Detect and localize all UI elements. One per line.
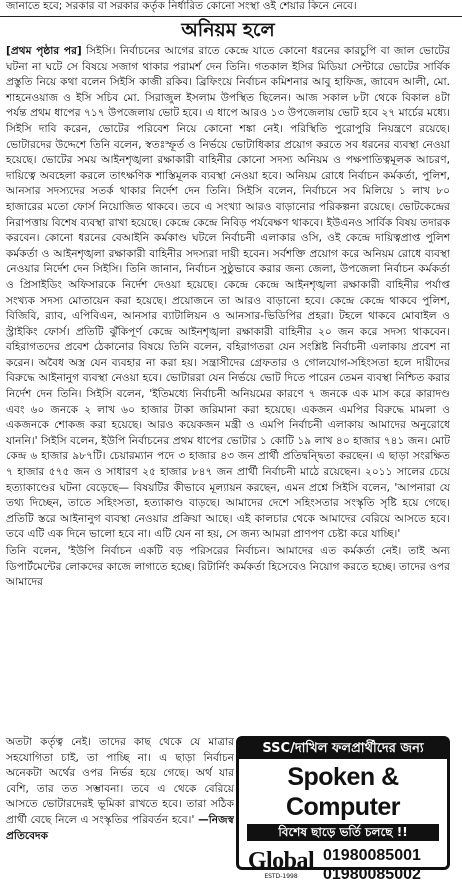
ad-logo-estd: ESTD-1998 [264, 873, 298, 880]
ad-phone-number[interactable]: 01980085001 [323, 847, 421, 864]
article-paragraph [6, 44, 450, 543]
ad-phone-number[interactable]: 01980085002 [323, 866, 421, 883]
article-body-continued [6, 735, 234, 869]
ad-contact-row [239, 846, 447, 884]
previous-article-tail: জানাতে হবে; সরকার বা সরকার কর্তৃক নির্ধারিত কোনো সংস্থা ওই শেয়ার কিনে নেবে। [0, 0, 462, 17]
advertisement[interactable] [236, 736, 450, 883]
article-paragraph [6, 735, 234, 844]
ad-top-banner: SSC/দাখিল ফলপ্রার্থীদের জন্য [239, 739, 447, 759]
article-headline: অনিয়ম হলে [181, 19, 275, 41]
byline: —নিজস্ব প্রতিবেদক [6, 813, 234, 842]
article-body [6, 44, 450, 734]
ad-brand: Spoken & Computer [285, 763, 401, 821]
paragraph-text: অতটা কর্তৃত্ব নেই। তাদের কাছ থেকে যে মাত্রার সহযোগিতা চাই, তা পাচ্ছি না। এ ছাড়া নির্বাচন অনেকটা অর্থের ওপর নির্ভর হয়ে গেছে। অর্থ যার বেশি, তার তত সম্ভাবনা। তবে এ থেকে বেরিয়ে আসতে ভোটারদেরই ভূমিকা রাখতে হবে। তারা সঠিক প্রার্থী বেছে নিলে এ সংস্কৃতির পরিবর্তন হবে।' [6, 736, 234, 826]
paragraph-text: সিইসি। নির্বাচনের আগের রাতে কেন্দ্রে যাতে কোনো ধরনের কারচুপি বা জাল ভোটের ঘটনা না ঘটে সে বিষয়ে সজাগ থাকার পরামর্শ দেন তিনি। গতকাল ইসির মিডিয়া সেন্টারে ভোটের সার্বিক প্রস্তুতি নিয়ে কথা বলেন সিইসি কাজী রকিব। ব্রিফিংয়ে নির্বাচন কমিশনার আবু হাফিজ, জাবেদ আলী, মো. শাহনেওয়াজ ও ইসি সচিব মো. সিরাজুল ইসলাম উপস্থিত ছিলেন। আজ সকাল ৮টা থেকে বিকাল ৪টা পর্যন্ত প্রথম ধাপের ৭১৭ উপজেলায় ভোট হবে। এ ধাপে আরও ১৩ উপজেলায় ভোট হবে ২৭ মার্চের মধ্যে। সিইসি দাবি করেন, ভোটের পরিবেশ নিয়ে কোনো শঙ্কা নেই। পরিস্থিতি পুরোপুরি নিয়ন্ত্রণে রয়েছে। ভোটারদের উদ্দেশে তিনি বলেন, স্বতঃস্ফূর্ত ও নির্ভয়ে ভোটাধিকার প্রয়োগ করতে সব ধরনের ব্যবস্থা নেওয়া হয়েছে। ভোটের সময় আইনশৃঙ্খলা রক্ষাকারী বাহিনীর কোনো সদস্য অনিয়ম ও পক্ষপাতিত্বমূলক আচরণ, দায়িত্বে অবহেলা করলে তাৎক্ষণিক শাস্তিমূলক ব্যবস্থা নেওয়া হবে। অনিয়ম রোধে নির্বাচন কর্মকর্তা, পুলিশ, আনসার সদস্যদের সতর্ক থাকার নির্দেশ দেন তিনি। সিইসি বলেন, নির্বাচনে সব মিলিয়ে ১ লাখ ৮০ হাজারের মতো ফোর্স নিয়োজিত থাকবে। তবে এ সংখ্যা আরও বাড়ানোর পরিকল্পনা রয়েছে। ভোটকেন্দ্রের নিরাপত্তায় বিশেষ ব্যবস্থা রাখা হয়েছে। কেন্দ্রে কেন্দ্রে নিবিড় পর্যবেক্ষণ থাকবে। ইউএনও সার্বিক বিষয় তদারক করবেন। কোনো ধরনের বেআইনি কর্মকাণ্ড ঘটলে নির্বাচনী এলাকার ওসি, ওই কেন্দ্রে দায়িত্বপ্রাপ্ত পুলিশ কর্মকর্তা ও আইনশৃঙ্খলা রক্ষাকারী বাহিনীর সদস্যরা দায়ী হবেন। সর্বশক্তি প্রয়োগ করে অনিয়ম রোধে ব্যবস্থা নেওয়ার নির্দেশ দেন সিইসি। তিনি জানান, নির্বাচন সুষ্ঠুভাবে করার জন্য জেলা, উপজেলা নির্বাচন কর্মকর্তা ও প্রিসাইডিং অফিসারকে নির্দেশ দেওয়া হয়েছে। কেন্দ্রে কেন্দ্রে আইনশৃঙ্খলা রক্ষাকারী বাহিনীর পর্যাপ্ত সংখ্যক সদস্য মোতায়েন করা হয়েছে। প্রয়োজনে তা আরও বাড়ানো হবে। কেন্দ্রে কেন্দ্রে থাকবে পুলিশ, বিজিবি, র‌্যাব, এপিবিএন, আনসার ব্যাটালিয়ন ও আনসার-ভিডিপির প্রহরা। টহলে থাকবে মোবাইল ও স্ট্রাইকিং ফোর্স। প্রতিটি ঝুঁকিপূর্ণ কেন্দ্রে আইনশৃঙ্খলা রক্ষাকারী বাহিনীর ২০ জন করে সদস্য থাকবেন। বহিরাগতদের প্রবেশ ঠেকানোর বিষয়ে তিনি বলেন, বহিরাগতরা যেন সংশ্লিষ্ট নির্বাচনী এলাকায় প্রবেশ না করেন। অবৈধ অস্ত্র যেন ব্যবহার না করা হয়। সন্ত্রাসীদের গ্রেফতার ও গোলযোগ-সহিংসতা হলে দায়ীদের বিরুদ্ধে আইনানুগ ব্যবস্থা নেওয়া হবে। ভোটাররা যেন নির্ভয়ে ভোট দিতে পারেন তেমন ব্যবস্থা নিশ্চিত করার নির্দেশ দেন তিনি। সিইসি বলেন, 'ইতিমধ্যে নির্বাচনী অনিয়মের কারণে ৭ জনকে এক মাস করে কারাদণ্ড এবং ৬০ জনকে ২ লাখ ৬০ হাজার টাকা জরিমানা করা হয়েছে। একজন এমপির বিরুদ্ধে মামলা ও একজনকে শোকজ করা হয়েছে। আরও কয়েকজন মন্ত্রী ও এমপি নির্বাচনী এলাকায় আমাদের অনুরোধে যাননি।' সিইসি বলেন, ইউপি নির্বাচনের প্রথম ধাপের ভোটার ১ কোটি ১৯ লাখ ৪০ হাজার ৭৪১ জন। মোট কেন্দ্র ৬ হাজার ৯৮৭টি। চেয়ারম্যান পদে ৩ হাজার ৪৩ জন প্রার্থী প্রতিদ্বন্দ্বিতা করছেন। এ ছাড়া সংরক্ষিত ৭ হাজার ৫৭৫ জন ও সাধারণ ২৫ হাজার ৮৪৭ জন প্রার্থী নির্বাচনী মাঠে রয়েছেন। ২০১১ সালের চেয়ে হত্যাকাণ্ডের ঘটনা বেড়েছে— বিষয়টির কীভাবে মূল্যায়ন করছেন, এমন প্রশ্নে সিইসি বলেন, 'আপনারা যে তথ্য দিচ্ছেন, তাতে সহিংসতা, হত্যাকাণ্ড বাড়ছে। আমাদের দেশে সহিংসতার সংস্কৃতি সৃষ্টি হয়ে গেছে। প্রতিটি স্তরে আইনানুগ ব্যবস্থা নেওয়ার প্রক্রিয়া আছে। এই কালচার থেকে আমাদের বেরিয়ে আসতে হবে। তবে এটি এক দিনে ভালো হবে না। এটি যেন না হয়, সে জন্য আমরা প্রাণপণ চেষ্টা করে যাচ্ছি।' [6, 45, 450, 541]
continuation-kicker: [প্রথম পৃষ্ঠার পর] [6, 45, 82, 57]
ad-logo-name: Global [247, 848, 315, 874]
article-paragraph: তিনি বলেন, 'ইউপি নির্বাচন একটি বড় পরিসরের নির্বাচন। আমাদের এত কর্মকর্তা নেই। তাই অন্য ডিপার্টমেন্টের লোকদের কাজে লাগাতে হচ্ছে। রিটার্নিং কর্মকর্তা হিসেবেও নিয়োগ করতে হচ্ছে। তাদের ওপর আমাদের [6, 545, 450, 589]
ad-phone-list [319, 846, 443, 884]
ad-logo [243, 849, 319, 881]
ad-tagline: বিশেষ ছাড়ে ভর্তি চলছে !! [247, 824, 439, 841]
